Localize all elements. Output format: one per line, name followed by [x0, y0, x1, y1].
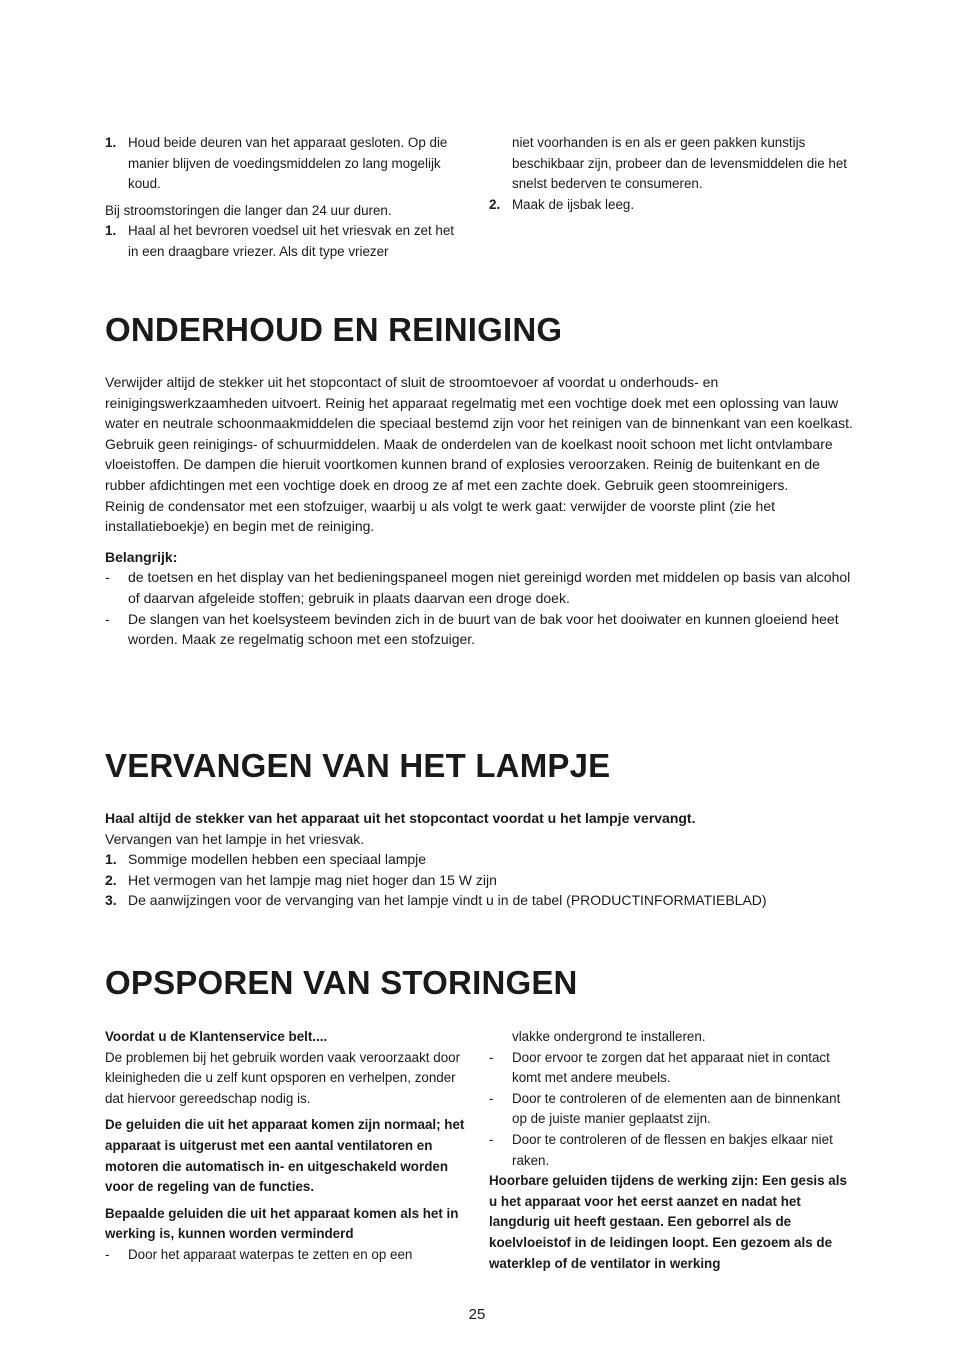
section-heading-maintenance: ONDERHOUD EN REINIGING: [105, 311, 563, 348]
list-text: De slangen van het koelsysteem bevinden zich in de buurt van de bak voor het dooiwater en kunnen gloeiend heet worden. Maak ze regelmatig schoon met een stofzuiger.: [128, 610, 839, 648]
list-number: 1.: [105, 135, 117, 150]
list-text: Door te controleren of de elementen aan de binnenkant op de juiste manier geplaatst zijn.: [512, 1090, 841, 1127]
top-right-column: [489, 133, 854, 215]
condenser-paragraph: Reinig de condensator met een stofzuiger, waarbij u als volgt te werk gaat: verwijder de voorste plint (zie het installatieboekje) en begin met de reiniging.: [105, 497, 776, 535]
trouble-intro: De problemen bij het gebruik worden vaak veroorzaakt door kleinigheden die u zelf kunt opsporen en verhelpen, zonder dat hiervoor gereedschap nodig is.: [105, 1049, 461, 1106]
list-number: 2.: [105, 871, 117, 888]
bullet-dash: -: [489, 1090, 494, 1106]
power-outage-note: Bij stroomstoringen die langer dan 24 uur duren.: [105, 202, 392, 218]
list-item: [105, 567, 855, 608]
continuation-text: vlakke ondergrond te installeren.: [512, 1029, 706, 1044]
list-item: [105, 870, 865, 891]
important-label: Belangrijk:: [105, 548, 178, 565]
bullet-dash: -: [105, 1246, 110, 1262]
lamp-body: [105, 808, 865, 911]
list-text: Maak de ijsbak leeg.: [512, 196, 635, 212]
list-item: [105, 890, 865, 911]
bullet-dash: -: [105, 569, 110, 586]
list-text: Door ervoor te zorgen dat het apparaat niet in contact komt met andere meubels.: [512, 1049, 830, 1086]
lamp-intro: Vervangen van het lampje in het vriesvak.: [105, 830, 365, 847]
list-item: [105, 221, 465, 262]
page-number: 25: [468, 1306, 486, 1323]
trouble-right-column: [489, 1027, 854, 1274]
list-item: [105, 133, 465, 195]
list-text: de toetsen en het display van het bedieningspaneel mogen niet gereinigd worden met middelen op basis van alcohol of daarvan afgeleide stoffen; gebruik in plaats daarvan een droge doek.: [128, 569, 851, 606]
lamp-warning: Haal altijd de stekker van het apparaat uit het stopcontact voordat u het lampje vervangt.: [105, 810, 696, 826]
sounds-normal-text: De geluiden die uit het apparaat komen zijn normaal; het apparaat is uitgerust met een aantal ventilatoren en motoren die automatisch in- en uitgeschakeld worden voor de regeling van de functies.: [105, 1117, 465, 1195]
section-heading-troubleshooting: OPSPOREN VAN STORINGEN: [105, 964, 578, 1001]
list-text: Het vermogen van het lampje mag niet hoger dan 15 W zijn: [128, 871, 497, 888]
list-item: [489, 1089, 854, 1130]
bullet-dash: -: [489, 1131, 494, 1147]
list-item: [105, 1245, 467, 1266]
sounds-reduce-text: Bepaalde geluiden die uit het apparaat komen als het in werking is, kunnen worden verminderd: [105, 1205, 459, 1242]
continuation-text: niet voorhanden is en als er geen pakken kunstijs beschikbaar zijn, probeer dan de levensmiddelen die het snelst bederven te consumeren.: [512, 135, 847, 192]
list-number: 1.: [105, 851, 117, 868]
list-number: 3.: [105, 892, 117, 909]
top-left-column: [105, 133, 465, 263]
maintenance-body: [105, 372, 855, 650]
bullet-dash: -: [489, 1049, 494, 1065]
list-item: [489, 195, 854, 216]
list-text: Door het apparaat waterpas te zetten en op een: [128, 1246, 413, 1262]
bullet-dash: -: [105, 610, 110, 627]
list-item: [105, 849, 865, 870]
list-text: Door te controleren of de flessen en bakjes elkaar niet raken.: [512, 1131, 833, 1168]
audible-sounds-text: Hoorbare geluiden tijdens de werking zijn: Een gesis als u het apparaat voor het eerst aanzet en nadat het langdurig uit heeft gestaan. Een geborrel als de koelvloeistof in de leidingen loopt. Een gezoem als de waterklep of de ventilator in werking: [489, 1173, 847, 1271]
trouble-left-column: [105, 1027, 467, 1266]
section-heading-lamp: VERVANGEN VAN HET LAMPJE: [105, 747, 611, 784]
list-text: Houd beide deuren van het apparaat gesloten. Op die manier blijven de voedingsmiddelen zo lang mogelijk koud.: [128, 135, 448, 192]
list-text: Sommige modellen hebben een speciaal lampje: [128, 851, 427, 868]
list-number: 2.: [489, 196, 501, 212]
maintenance-paragraph: Verwijder altijd de stekker uit het stopcontact of sluit de stroomtoevoer af voordat u onderhouds- en reinigingswerkzaamheden uitvoert. Reinig het apparaat regelmatig met een vochtige doek met een oplossing van lauw water en neutrale schoonmaakmiddelen die speciaal bestemd zijn voor het reinigen van de binnenkant van een koelkast. Gebruik geen reinigings- of schuurmiddelen. Maak de onderdelen van de koelkast nooit schoon met licht ontvlambare vloeistoffen. De dampen die hieruit voortkomen kunnen brand of explosies veroorzaken. Reinig de buitenkant en de rubber afdichtingen met een vochtige doek en droog ze af met een zachte doek. Gebruik geen stoomreinigers.: [105, 374, 853, 493]
list-item: [489, 1130, 854, 1171]
list-text: De aanwijzingen voor de vervanging van het lampje vindt u in de tabel (PRODUCTINFORMATIEBLAD): [128, 892, 767, 909]
list-number: 1.: [105, 223, 117, 239]
list-item: [489, 1048, 854, 1089]
list-text: Haal al het bevroren voedsel uit het vriesvak en zet het in een draagbare vriezer. Als dit type vriezer: [128, 223, 455, 259]
before-call-label: Voordat u de Klantenservice belt....: [105, 1029, 328, 1044]
list-item: [105, 609, 855, 650]
